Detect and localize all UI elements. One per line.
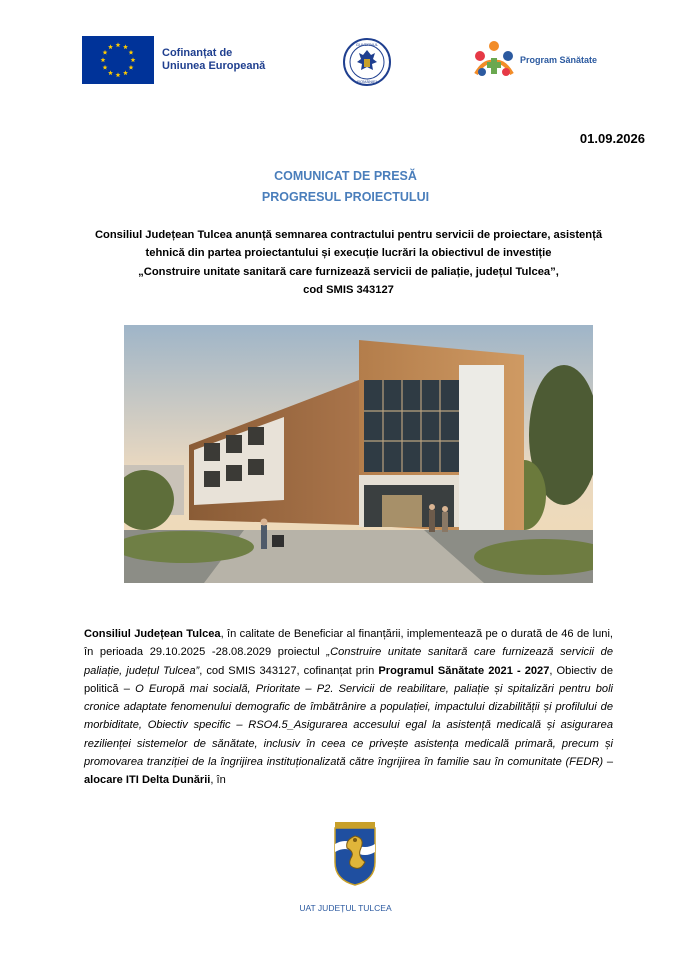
- body-text-2: , cod SMIS 343127, cofinanțat prin: [199, 664, 379, 677]
- lead-line-1: Consiliul Județean Tulcea anunță semnarea contractului pentru servicii de proiectare, asistență: [94, 229, 603, 241]
- program-sanatate-label: Program Sănătate: [520, 55, 598, 65]
- body-beneficiary: Consiliul Județean Tulcea: [84, 628, 221, 640]
- program-sanatate-logo: [472, 40, 597, 80]
- press-release-date: 01.09.2026: [579, 131, 645, 146]
- eu-flag-icon: [82, 36, 154, 84]
- romanian-government-seal-icon: [342, 37, 392, 87]
- footer-county-label: UAT JUDEȚUL TULCEA: [299, 903, 392, 913]
- title-line-2: PROGRESUL PROIECTULUI: [261, 190, 430, 204]
- body-text-1: , în calitate de Beneficiar al finanțării, implementează pe o durată de 46 de luni, în perioada 29.10.2025 -28.08.2029 proiectul: [84, 628, 613, 659]
- building-rendering-image: [124, 325, 593, 583]
- body-objective: O Europă mai socială, Prioritate – P2. Servicii de reabilitare, paliație și spitalizări pentru boli cronice adaptate fenomenului demografic de îmbătrânire a populației, impactului dizabilității și profilului de morbiditate, Obiectiv specific – RSO4.5_Asigurarea accesului egal la asistență medicală și asigurarea rezilienței sistemelor de sănătate, inclusiv în ceea ce privește asistența medicală primară, precum și promovarea tranziției de la îngrijirea instituționalizată către îngrijirea în familie sau în comunitate (FEDR): [84, 682, 613, 769]
- eu-line1: Cofinanțat de: [162, 47, 233, 59]
- body-paragraph: [84, 625, 613, 790]
- lead-line-4: cod SMIS 343127: [303, 283, 394, 296]
- svg-text:ROMÂNIEI: ROMÂNIEI: [357, 79, 377, 84]
- body-program-name: Programul Sănătate 2021 - 2027: [378, 664, 550, 677]
- title-line-1: COMUNICAT DE PRESĂ: [274, 169, 417, 183]
- svg-text:GUVERNUL: GUVERNUL: [355, 42, 379, 47]
- eu-line2: Uniunea Europeană: [162, 60, 266, 72]
- tulcea-county-crest-icon: [331, 822, 379, 886]
- lead-line-3: „Construire unitate sanitară care furnizează servicii de paliație, județul Tulcea”,: [138, 265, 559, 278]
- body-text-4: –: [603, 756, 613, 769]
- body-allocation: alocare ITI Delta Dunării: [84, 774, 211, 787]
- body-project-name: „Construire unitate sanitară care furnizează servicii de paliație, județul Tulcea”: [84, 646, 614, 677]
- eu-cofinancing-logo: [82, 36, 265, 84]
- lead-line-2: tehnică din partea proiectantului și execuție lucrări la obiectivul de investiție: [145, 247, 552, 260]
- lead-paragraph: [76, 226, 621, 299]
- eu-cofinancing-text: [162, 47, 265, 73]
- body-text-5: , în: [210, 774, 226, 787]
- program-sanatate-emblem-icon: [472, 40, 516, 80]
- body-text-3: , Obiectiv de politică –: [84, 664, 614, 695]
- press-release-title: [0, 166, 691, 208]
